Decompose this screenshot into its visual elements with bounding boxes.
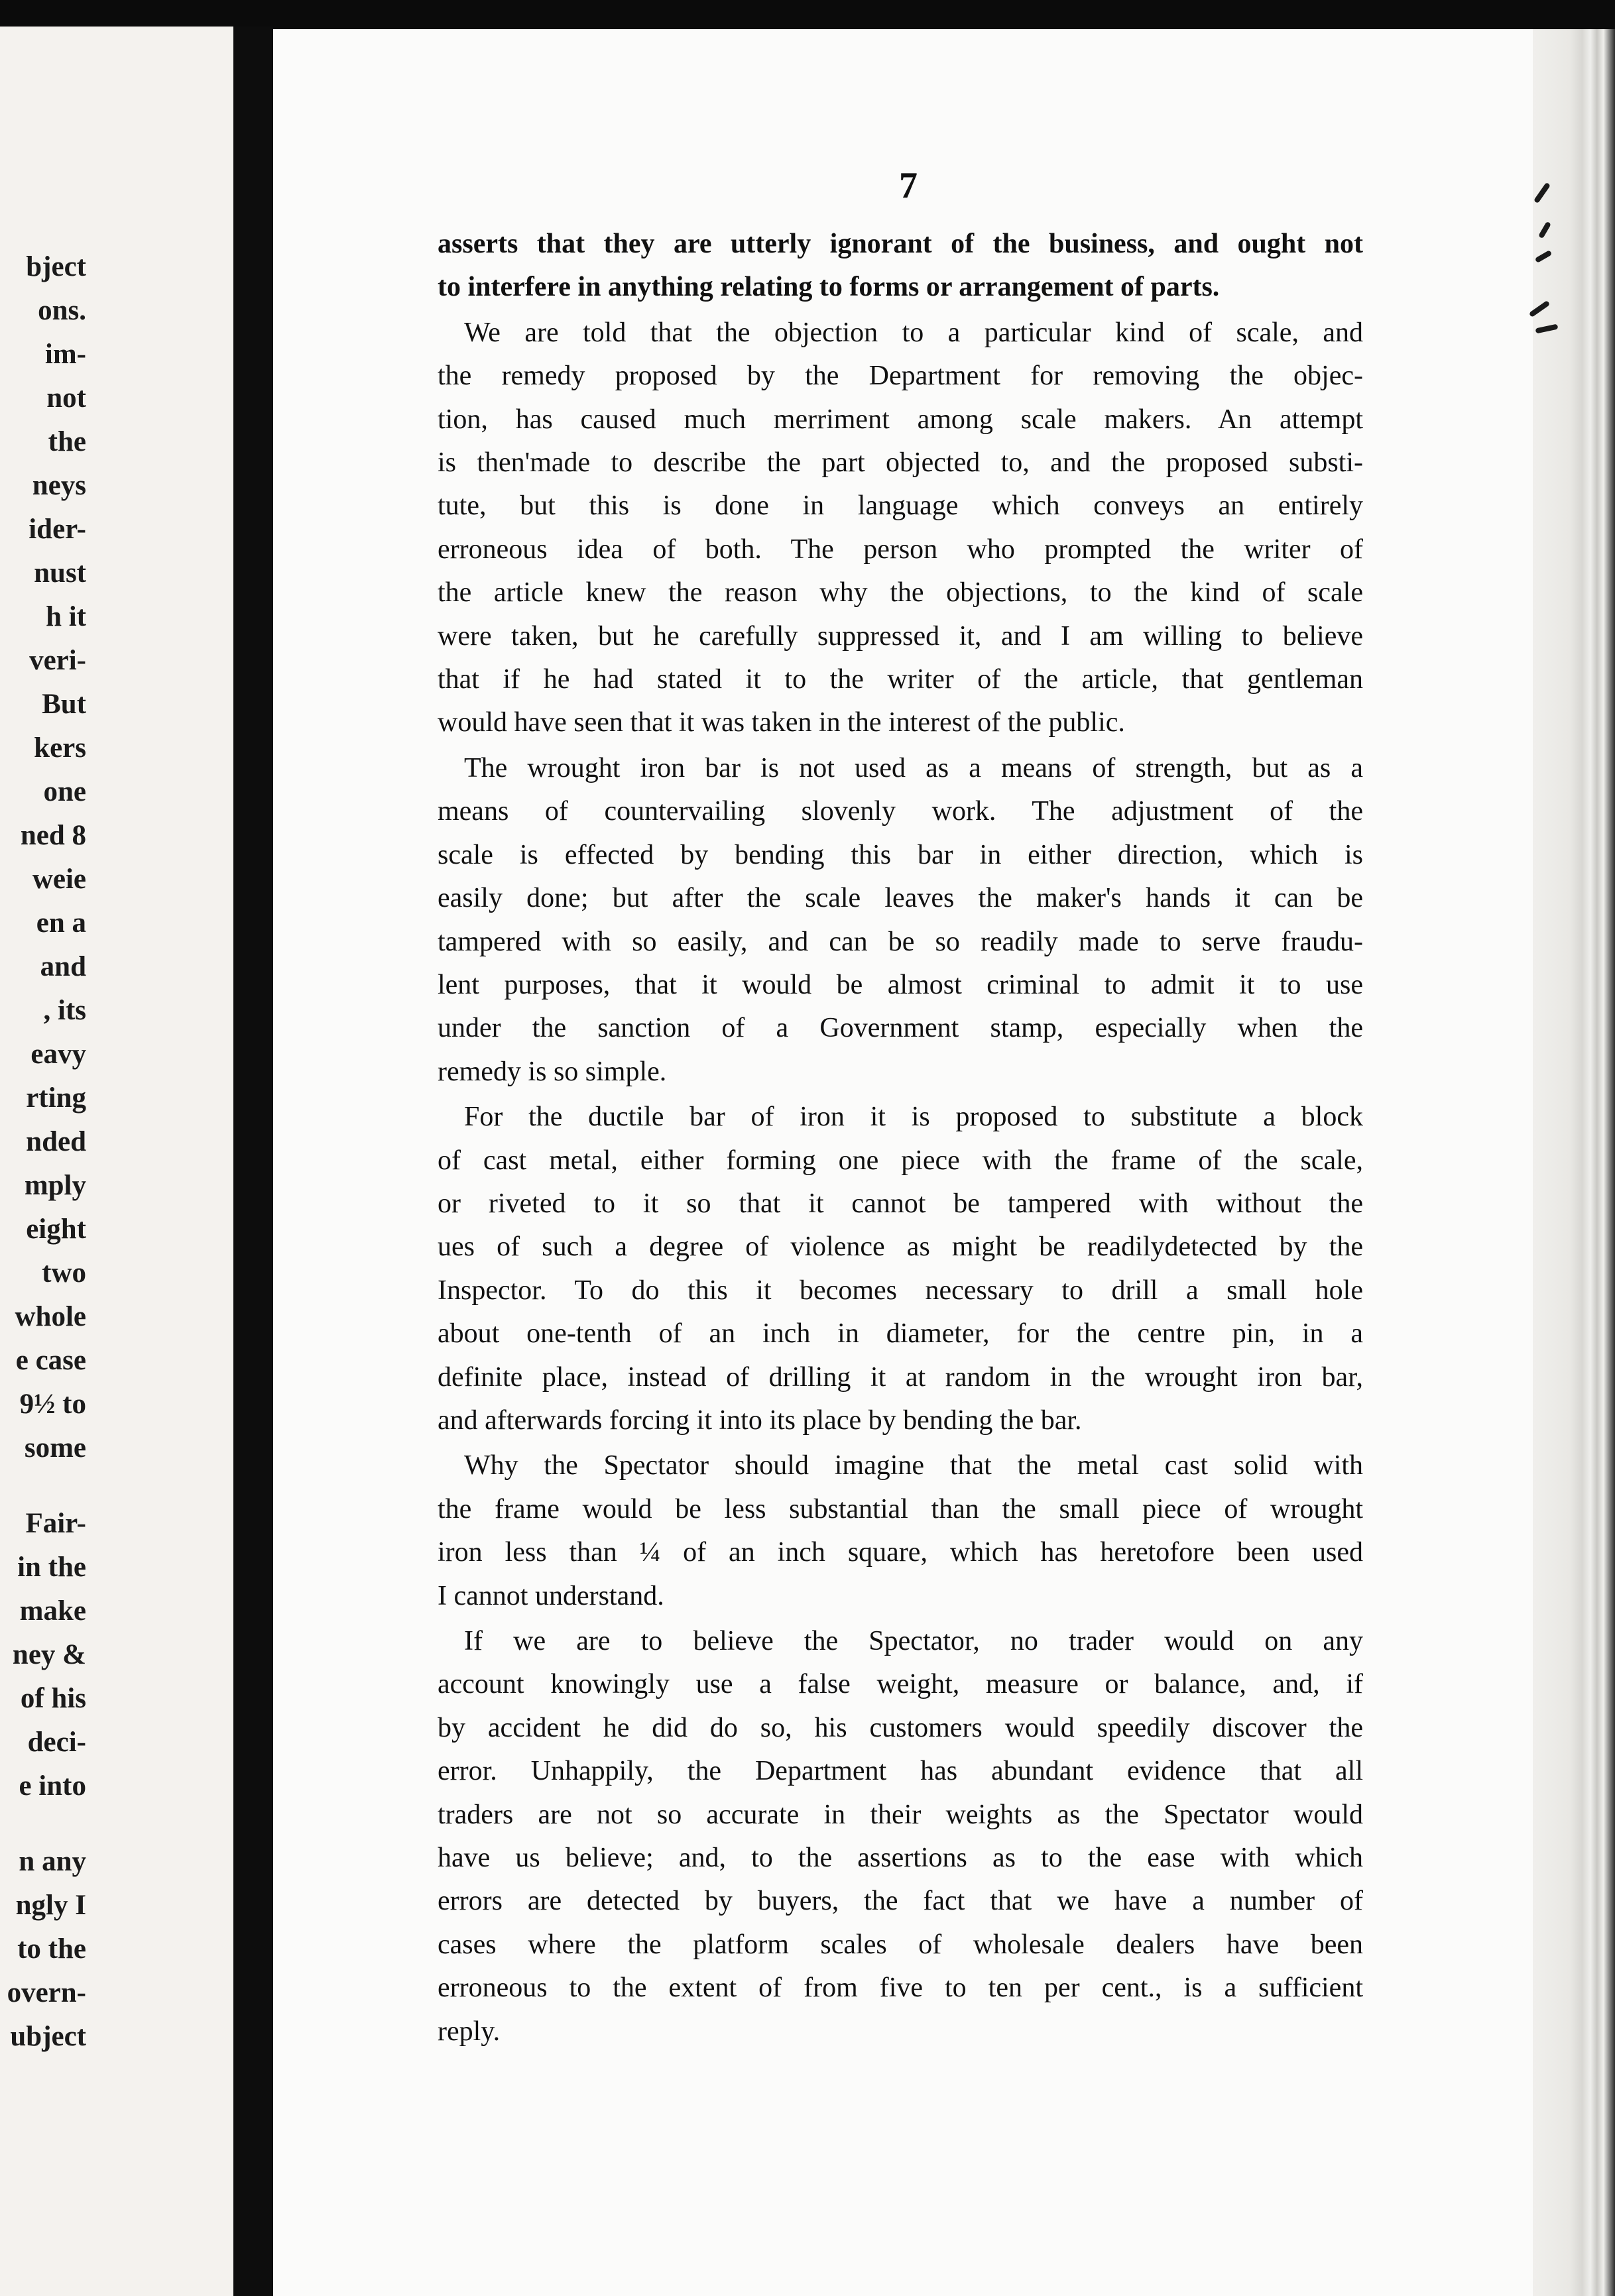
left-line: ons. [38,295,86,326]
left-line: eavy [30,1039,86,1070]
text-line: under the sanction of a Government stamp, especially when the [438,1013,1363,1044]
left-line: not [46,382,86,414]
left-line: mply [24,1170,86,1201]
text-line: about one-tenth of an inch in diameter, for the centre pin, in a [438,1318,1363,1349]
text-line: definite place, instead of drilling it at random in the wrought iron bar, [438,1361,1363,1393]
text-line: of cast metal, either forming one piece with the frame of the scale, [438,1145,1363,1176]
text-line: cases where the platform scales of wholesale dealers have been [438,1929,1363,1960]
left-line: Fair- [25,1508,86,1539]
left-line: nded [26,1126,86,1157]
text-line: have us believe; and, to the assertions as to the ease with which [438,1843,1363,1874]
left-line: But [42,689,86,720]
left-line: ubject [10,2021,86,2052]
left-line: rting [26,1082,86,1114]
text-line: traders are not so accurate in their weights as the Spectator would [438,1799,1363,1830]
paragraph [438,223,1363,310]
text-line: For the ductile bar of iron it is proposed to substitute a block [464,1102,1363,1133]
left-line: h it [46,601,86,632]
text-line: the frame would be less substantial than the small piece of wrought [438,1493,1363,1524]
text-line: and afterwards forcing it into its place by bending the bar. [438,1405,1082,1436]
left-line: overn- [7,1977,86,2008]
left-line: ned 8 [20,820,86,851]
left-line: two [42,1257,86,1289]
text-line: reply. [438,2016,501,2047]
left-line: whole [15,1301,86,1332]
page-edge-stack [1533,29,1615,2296]
text-line: error. Unhappily, the Department has abundant evidence that all [438,1756,1363,1787]
text-line: erroneous to the extent of from five to ten per cent., is a sufficient [438,1973,1363,2004]
paragraph [438,1444,1363,1618]
text-line: Inspector. To do this it becomes necessary to drill a small hole [438,1275,1363,1306]
left-line: some [24,1432,86,1464]
text-line: would have seen that it was taken in the interest of the public. [438,707,1125,738]
left-line: to the [17,1933,86,1965]
paragraph [438,747,1363,1094]
text-line: or riveted to it so that it cannot be tampered with without the [438,1188,1363,1219]
left-line: of his [20,1683,86,1714]
text-line: Why the Spectator should imagine that the metal cast solid with [464,1450,1363,1481]
text-line: were taken, but he carefully suppressed it, and I am willing to believe [438,620,1363,652]
left-line: and [40,951,86,982]
text-line: the remedy proposed by the Department for removing the objec- [438,361,1363,392]
text-line: easily done; but after the scale leaves the maker's hands it can be [438,883,1363,914]
text-line: asserts that they are utterly ignorant of the business, and ought not [438,229,1363,259]
left-line: the [48,426,86,457]
left-line: ngly I [15,1890,86,1921]
edge-mark [1533,182,1551,203]
text-line: lent purposes, that it would be almost criminal to admit it to use [438,969,1363,1000]
left-line: one [43,776,86,807]
left-line: deci- [27,1727,86,1758]
text-line: the article knew the reason why the objections, to the kind of scale [438,577,1363,608]
text-line: If we are to believe the Spectator, no trader would on any [464,1626,1363,1656]
text-line: ues of such a degree of violence as might be readilydetected by the [438,1232,1363,1263]
paragraph [438,1096,1363,1442]
left-line: en a [36,907,86,939]
edge-mark [1535,250,1553,263]
text-line: tion, has caused much merriment among scale makers. An attempt [438,404,1363,435]
left-line: ney & [12,1639,86,1670]
text-line: The wrought iron bar is not used as a means of strength, but as a [464,752,1363,783]
text-line: that if he had stated it to the writer of the article, that gentleman [438,664,1363,695]
left-line: 9½ to [19,1389,86,1420]
left-line: weie [32,864,86,895]
left-line: neys [32,470,86,501]
text-line: to interfere in anything relating to forms or arrangement of parts. [438,272,1220,303]
edge-mark [1535,324,1559,334]
article-body [438,223,1363,2053]
left-line: kers [34,732,86,764]
left-line: n any [19,1846,86,1877]
text-line: tampered with so easily, and can be so readily made to serve fraudu- [438,926,1363,957]
text-line: tute, but this is done in language which conveys an entirely [438,490,1363,522]
text-line: by accident he did do so, his customers would speedily discover the [438,1712,1363,1743]
left-line: , its [43,995,86,1026]
paragraph [438,1620,1363,2053]
left-line: make [19,1595,86,1627]
left-line: e into [19,1770,86,1802]
text-line: errors are detected by buyers, the fact that we have a number of [438,1886,1363,1917]
left-line: veri- [29,645,86,676]
text-line: is then'made to describe the part objected to, and the proposed substi- [438,447,1363,479]
edge-mark [1538,221,1551,239]
paragraph [438,312,1363,745]
left-line: e case [15,1345,86,1376]
page-number: 7 [899,165,918,206]
text-line: means of countervailing slovenly work. The adjustment of the [438,796,1363,827]
book-gutter [233,27,273,2296]
text-line: erroneous idea of both. The person who prompted the writer of [438,534,1363,565]
text-line: iron less than ¼ of an inch square, which has heretofore been used [438,1537,1363,1568]
left-line: in the [17,1552,86,1583]
text-line: account knowingly use a false weight, measure or balance, and, if [438,1669,1363,1700]
left-line: im- [44,339,86,370]
left-line: ider- [29,514,86,545]
left-line: nust [34,557,86,589]
text-line: remedy is so simple. [438,1056,667,1087]
left-page-fragment [0,27,233,2296]
text-line: scale is effected by bending this bar in either direction, which is [438,839,1363,870]
text-line: We are told that the objection to a particular kind of scale, and [464,317,1363,348]
left-line: eight [26,1214,86,1245]
text-line: I cannot understand. [438,1580,664,1611]
left-line: bject [26,251,86,282]
